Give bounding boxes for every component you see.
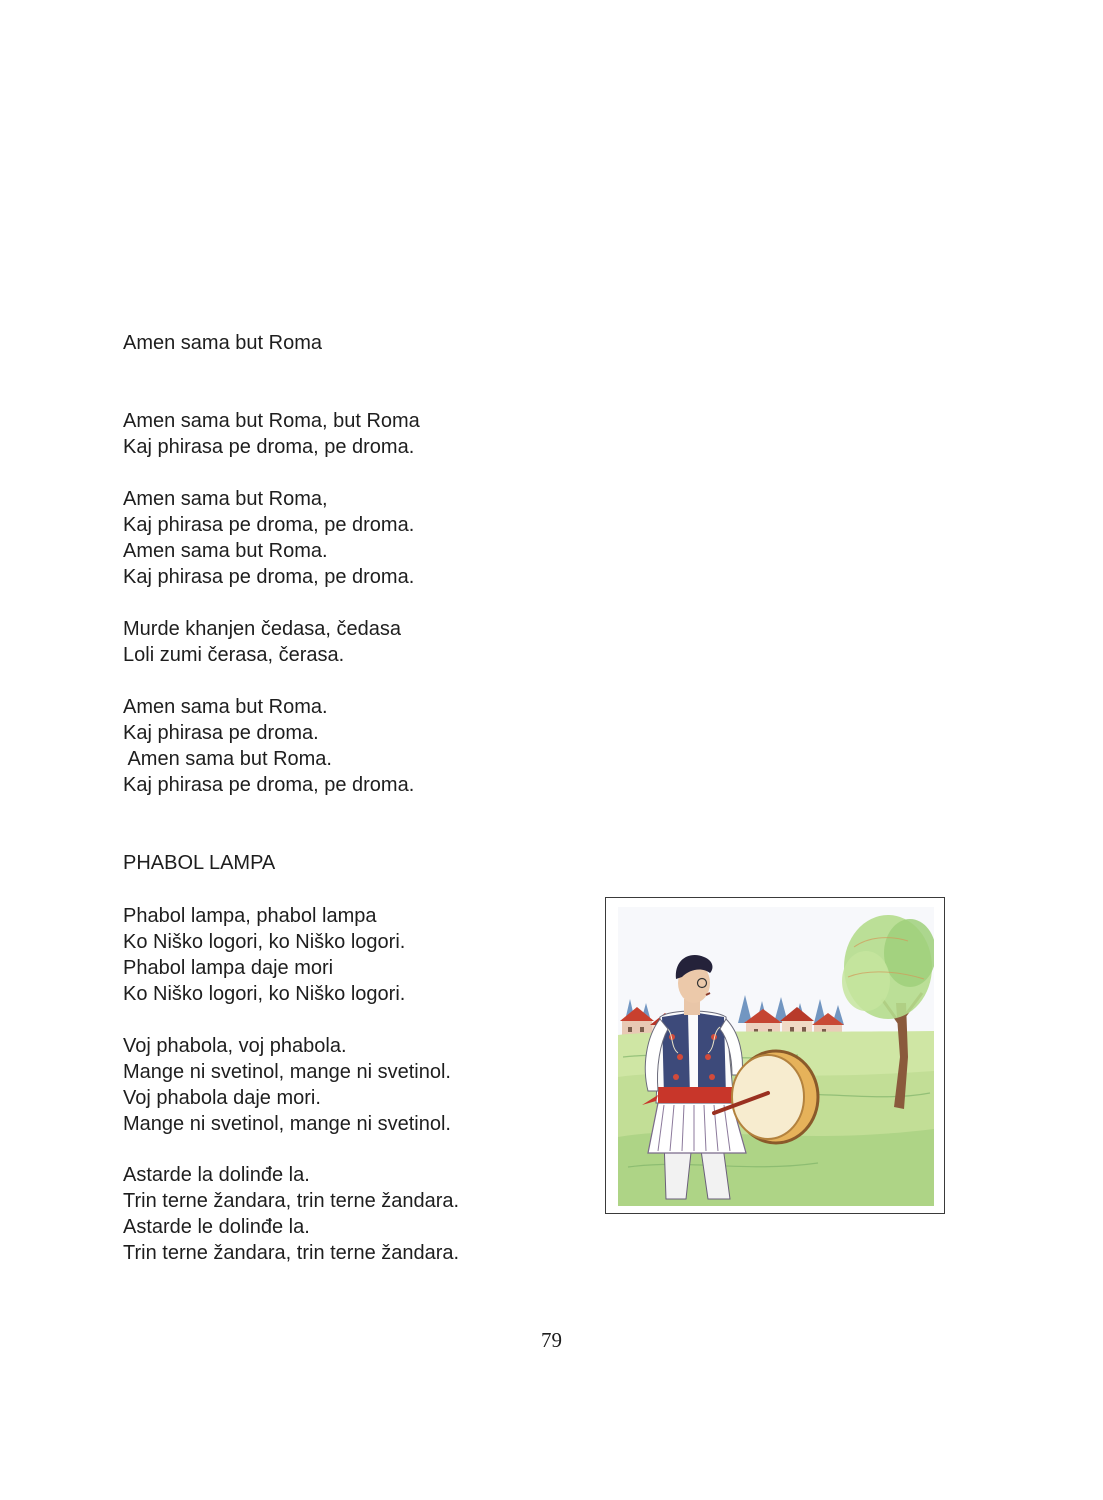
verse-line: Mange ni svetinol, mange ni svetinol. [123, 1061, 451, 1083]
verse-line: Astarde le dolinđe la. [123, 1216, 310, 1238]
verse-line: Astarde la dolinđe la. [123, 1164, 310, 1186]
verse-line: Murde khanjen čedasa, čedasa [123, 618, 401, 640]
verse-line: Kaj phirasa pe droma, pe droma. [123, 514, 415, 536]
verse-line: Ko Niško logori, ko Niško logori. [123, 931, 406, 953]
stanza [123, 486, 414, 590]
verse-line: Kaj phirasa pe droma, pe droma. [123, 774, 415, 796]
verse-line: Amen sama but Roma, but Roma [123, 410, 420, 432]
drummer-drawing [618, 907, 934, 1206]
verse-line: Trin terne žandara, trin terne žandara. [123, 1242, 460, 1264]
verse-line: Amen sama but Roma. [123, 540, 328, 562]
song-title: PHABOL LAMPA [123, 852, 276, 874]
verse-line: Trin terne žandara, trin terne žandara. [123, 1190, 460, 1212]
verse-line: Mange ni svetinol, mange ni svetinol. [123, 1113, 451, 1135]
stanza [123, 616, 401, 668]
verse-line: Loli zumi čerasa, čerasa. [123, 644, 345, 666]
verse-line: Phabol lampa daje mori [123, 957, 334, 979]
stanza [123, 903, 405, 1007]
verse-line: Amen sama but Roma, [123, 488, 328, 510]
page-number: 79 [541, 1328, 562, 1352]
stanza [123, 1162, 459, 1266]
verse-line: Ko Niško logori, ko Niško logori. [123, 983, 406, 1005]
verse-line: Voj phabola, voj phabola. [123, 1035, 347, 1057]
verse-line: Kaj phirasa pe droma. [123, 722, 319, 744]
stanza [123, 694, 414, 798]
stanza [123, 1033, 451, 1137]
stanza [123, 408, 420, 460]
song-title: Amen sama but Roma [123, 332, 322, 354]
drummer-illustration [605, 897, 945, 1214]
verse-line: Amen sama but Roma. [123, 748, 332, 770]
verse-line: Kaj phirasa pe droma, pe droma. [123, 436, 415, 458]
verse-line: Voj phabola daje mori. [123, 1087, 321, 1109]
verse-line: Amen sama but Roma. [123, 696, 328, 718]
verse-line: Kaj phirasa pe droma, pe droma. [123, 566, 415, 588]
verse-line: Phabol lampa, phabol lampa [123, 905, 377, 927]
